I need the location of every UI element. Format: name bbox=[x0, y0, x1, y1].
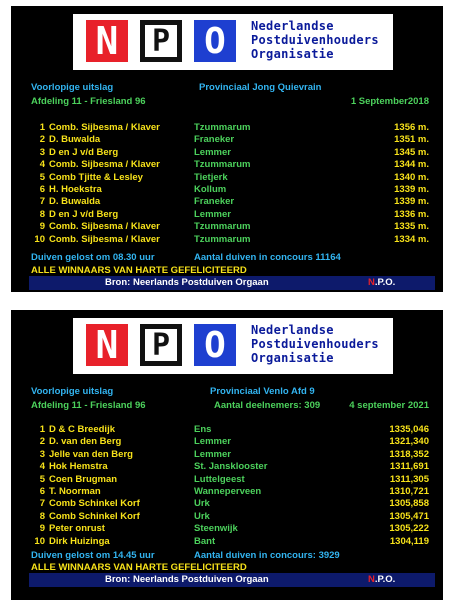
npo-logo-p-block bbox=[140, 20, 182, 62]
rank-number: 1 bbox=[39, 424, 45, 435]
teletext-screen-2021 bbox=[11, 310, 443, 600]
speed-value: 1311,305 bbox=[389, 473, 429, 485]
fancier-location: Tzummarum bbox=[194, 122, 251, 133]
fancier-location: Tzummarum bbox=[194, 159, 251, 171]
rank-number: 3 bbox=[39, 448, 45, 460]
rank-number: 7 bbox=[39, 196, 45, 208]
speed-value: 1305,858 bbox=[389, 498, 429, 510]
result-row bbox=[11, 424, 443, 436]
race-date: 4 september 2021 bbox=[349, 400, 429, 411]
fancier-location: Tzummarum bbox=[194, 233, 251, 245]
org-name-line3: Organisatie bbox=[251, 47, 334, 61]
result-row bbox=[11, 536, 443, 548]
division-label: Afdeling 11 - Friesland 96 bbox=[31, 400, 146, 411]
fancier-name: Dirk Huizinga bbox=[49, 535, 110, 547]
npo-logo-p-block bbox=[140, 324, 182, 366]
fancier-location: Lemmer bbox=[194, 146, 231, 158]
rank-number: 8 bbox=[39, 208, 45, 220]
logo-letter-p: P bbox=[151, 23, 171, 59]
org-name-line2: Postduivenhouders bbox=[251, 33, 379, 47]
fancier-name: D en J v/d Berg bbox=[49, 146, 119, 158]
fancier-name: Comb Schinkel Korf bbox=[49, 510, 140, 522]
division-label: Afdeling 11 - Friesland 96 bbox=[31, 96, 146, 107]
fancier-name: D. Buwalda bbox=[49, 134, 101, 146]
rank-number: 4 bbox=[39, 461, 45, 473]
fancier-name: Comb. Sijbesma / Klaver bbox=[49, 233, 160, 245]
result-row bbox=[11, 172, 443, 184]
logo-letter-o: O bbox=[204, 324, 226, 366]
speed-value: 1356 m. bbox=[394, 122, 429, 133]
result-row bbox=[11, 436, 443, 448]
rank-number: 6 bbox=[39, 486, 45, 497]
npo-logo-o-block bbox=[194, 20, 236, 62]
fancier-name: Jelle van den Berg bbox=[49, 448, 133, 460]
result-row bbox=[11, 159, 443, 171]
result-row bbox=[11, 122, 443, 134]
result-row bbox=[11, 449, 443, 461]
speed-value: 1334 m. bbox=[394, 233, 429, 245]
logo-letter-p: P bbox=[151, 327, 171, 363]
rank-number: 10 bbox=[34, 535, 45, 547]
speed-value: 1336 m. bbox=[394, 208, 429, 220]
fancier-location: Luttelgeest bbox=[194, 473, 245, 485]
result-row bbox=[11, 486, 443, 498]
npo-footer-rest: .P.O. bbox=[374, 277, 396, 288]
result-row bbox=[11, 523, 443, 535]
org-name-line2: Postduivenhouders bbox=[251, 337, 379, 351]
fancier-name: Comb Schinkel Korf bbox=[49, 498, 140, 510]
fancier-location: St. Jansklooster bbox=[194, 461, 268, 473]
org-name-line1: Nederlandse bbox=[251, 323, 334, 337]
fancier-location: Franeker bbox=[194, 196, 235, 208]
source-bar bbox=[29, 573, 435, 587]
result-row bbox=[11, 209, 443, 221]
status-label: Voorlopige uitslag bbox=[31, 386, 114, 397]
source-label: Bron: Neerlands Postduiven Orgaan bbox=[105, 277, 269, 288]
speed-value: 1339 m. bbox=[394, 196, 429, 208]
fancier-name: D. Buwalda bbox=[49, 196, 101, 208]
speed-value: 1339 m. bbox=[394, 184, 429, 195]
fancier-name: Comb. Sijbesma / Klaver bbox=[49, 122, 160, 133]
speed-value: 1321,340 bbox=[389, 436, 429, 448]
source-bar bbox=[29, 276, 435, 290]
fancier-name: Comb. Sijbesma / Klaver bbox=[49, 159, 160, 171]
rank-number: 10 bbox=[34, 233, 45, 245]
npo-footer-logo bbox=[368, 574, 395, 585]
npo-logo-n-block bbox=[86, 324, 128, 366]
rank-number: 2 bbox=[39, 134, 45, 146]
npo-footer-n: N bbox=[368, 574, 375, 585]
npo-logo-n-block bbox=[86, 20, 128, 62]
npo-banner bbox=[73, 318, 393, 374]
fancier-name: H. Hoekstra bbox=[49, 184, 102, 195]
fancier-name: D & C Breedijk bbox=[49, 424, 115, 435]
result-row bbox=[11, 134, 443, 146]
rank-number: 2 bbox=[39, 436, 45, 448]
result-row bbox=[11, 184, 443, 196]
logo-letter-o: O bbox=[204, 20, 226, 62]
npo-logo-o-block bbox=[194, 324, 236, 366]
result-row bbox=[11, 461, 443, 473]
rank-number: 3 bbox=[39, 146, 45, 158]
fancier-name: D en J v/d Berg bbox=[49, 208, 119, 220]
rank-number: 5 bbox=[39, 171, 45, 183]
org-name-line1: Nederlandse bbox=[251, 19, 334, 33]
status-label: Voorlopige uitslag bbox=[31, 82, 114, 93]
logo-letter-n: N bbox=[95, 323, 119, 367]
fancier-location: Bant bbox=[194, 535, 216, 547]
result-row bbox=[11, 196, 443, 208]
fancier-location: Tzummarum bbox=[194, 221, 251, 233]
result-row bbox=[11, 221, 443, 233]
fancier-name: T. Noorman bbox=[49, 486, 101, 497]
competition-title: Provinciaal Venlo Afd 9 bbox=[210, 386, 315, 397]
fancier-name: D. van den Berg bbox=[49, 436, 122, 448]
result-row bbox=[11, 498, 443, 510]
result-row bbox=[11, 234, 443, 246]
release-time: Duiven gelost om 08.30 uur bbox=[31, 252, 155, 263]
rank-number: 6 bbox=[39, 184, 45, 195]
speed-value: 1310,721 bbox=[389, 486, 429, 497]
npo-banner bbox=[73, 14, 393, 70]
fancier-location: Steenwijk bbox=[194, 523, 238, 535]
fancier-name: Coen Brugman bbox=[49, 473, 118, 485]
rank-number: 8 bbox=[39, 510, 45, 522]
fancier-location: Franeker bbox=[194, 134, 235, 146]
rank-number: 9 bbox=[39, 523, 45, 535]
fancier-location: Lemmer bbox=[194, 436, 231, 448]
fancier-location: Wanneperveen bbox=[194, 486, 262, 497]
source-label: Bron: Neerlands Postduiven Orgaan bbox=[105, 574, 269, 585]
speed-value: 1305,222 bbox=[389, 523, 429, 535]
fancier-name: Peter onrust bbox=[49, 523, 105, 535]
rank-number: 1 bbox=[39, 122, 45, 133]
speed-value: 1351 m. bbox=[394, 134, 429, 146]
speed-value: 1340 m. bbox=[394, 171, 429, 183]
logo-letter-n: N bbox=[95, 19, 119, 63]
race-date: 1 September2018 bbox=[350, 96, 429, 107]
congratulations-message: ALLE WINNAARS VAN HARTE GEFELICITEERD bbox=[31, 562, 247, 573]
speed-value: 1305,471 bbox=[389, 510, 429, 522]
rank-number: 4 bbox=[39, 159, 45, 171]
speed-value: 1304,119 bbox=[389, 535, 429, 547]
speed-value: 1335 m. bbox=[394, 221, 429, 233]
speed-value: 1318,352 bbox=[389, 448, 429, 460]
release-time: Duiven gelost om 14.45 uur bbox=[31, 550, 155, 561]
rank-number: 5 bbox=[39, 473, 45, 485]
fancier-name: Comb. Sijbesma / Klaver bbox=[49, 221, 160, 233]
result-row bbox=[11, 147, 443, 159]
fancier-location: Kollum bbox=[194, 184, 227, 195]
fancier-location: Lemmer bbox=[194, 208, 231, 220]
result-row bbox=[11, 474, 443, 486]
fancier-location: Lemmer bbox=[194, 448, 231, 460]
npo-footer-n: N bbox=[368, 277, 375, 288]
fancier-location: Ens bbox=[194, 424, 212, 435]
speed-value: 1335,046 bbox=[389, 424, 429, 435]
fancier-location: Urk bbox=[194, 498, 210, 510]
speed-value: 1311,691 bbox=[389, 461, 429, 473]
rank-number: 9 bbox=[39, 221, 45, 233]
result-row bbox=[11, 511, 443, 523]
fancier-location: Tietjerk bbox=[194, 171, 228, 183]
organisation-name bbox=[251, 19, 391, 61]
organisation-name bbox=[251, 323, 391, 365]
pigeon-count: Aantal duiven in concours 11164 bbox=[194, 252, 341, 263]
participants-count: Aantal deelnemers: 309 bbox=[214, 400, 321, 411]
competition-title: Provinciaal Jong Quievrain bbox=[199, 82, 322, 93]
speed-value: 1345 m. bbox=[394, 146, 429, 158]
npo-footer-logo bbox=[368, 277, 395, 288]
pigeon-count: Aantal duiven in concours: 3929 bbox=[194, 550, 340, 561]
npo-footer-rest: .P.O. bbox=[374, 574, 396, 585]
congratulations-message: ALLE WINNAARS VAN HARTE GEFELICITEERD bbox=[31, 265, 247, 276]
fancier-location: Urk bbox=[194, 510, 210, 522]
teletext-screen-2018 bbox=[11, 6, 443, 292]
rank-number: 7 bbox=[39, 498, 45, 510]
fancier-name: Hok Hemstra bbox=[49, 461, 108, 473]
speed-value: 1344 m. bbox=[394, 159, 429, 171]
org-name-line3: Organisatie bbox=[251, 351, 334, 365]
fancier-name: Comb Tjitte & Lesley bbox=[49, 171, 143, 183]
